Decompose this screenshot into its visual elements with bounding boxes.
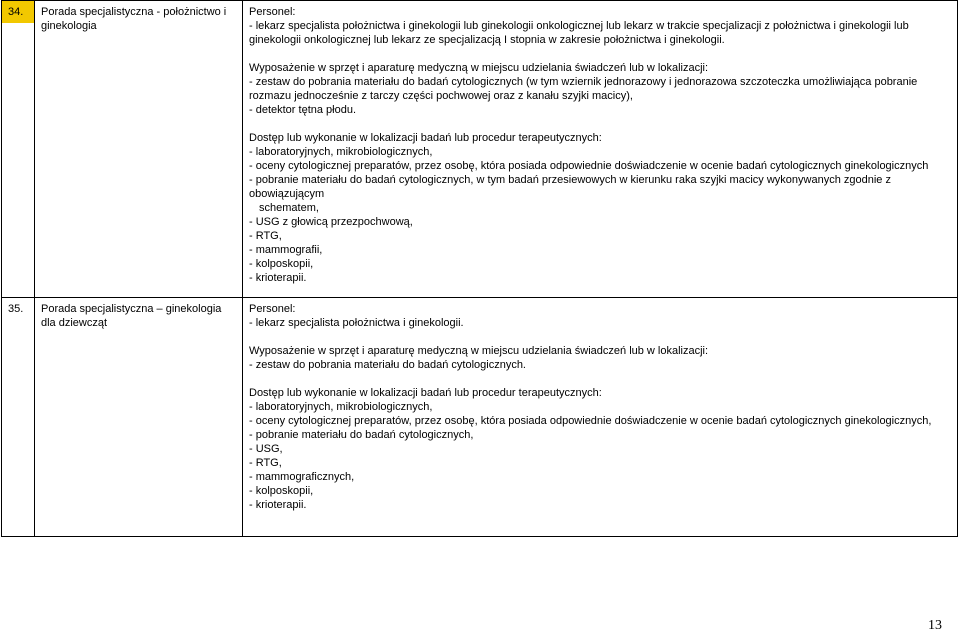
row-number: 34. xyxy=(2,1,34,23)
list-item: - zestaw do pobrania materiału do badań cytologicznych (w tym wziernik jednorazowy i jednorazowa szczoteczka umożliwiająca pobranie rozmazu jednocześnie z tarczy części pochwowej oraz z kanału szyjki macicy), xyxy=(249,76,918,102)
page-number: 13 xyxy=(928,618,942,633)
section-heading: Dostęp lub wykonanie w lokalizacji badań lub procedur terapeutycznych: xyxy=(249,132,602,144)
section-heading: Personel: xyxy=(249,6,296,18)
list-item-continuation: schematem, xyxy=(259,202,319,214)
list-item: - laboratoryjnych, mikrobiologicznych, xyxy=(249,146,433,158)
list-item: - mammograficznych, xyxy=(249,471,355,483)
equipment-section xyxy=(249,61,951,117)
list-item: - krioterapii. xyxy=(249,499,307,511)
list-item: - lekarz specjalista położnictwa i ginekologii. xyxy=(249,317,464,329)
list-item: - USG, xyxy=(249,443,283,455)
procedures-section xyxy=(249,131,951,285)
list-item: - pobranie materiału do badań cytologicznych, xyxy=(249,429,474,441)
list-item: - USG z głowicą przezpochwową, xyxy=(249,216,413,228)
list-item: - RTG, xyxy=(249,457,282,469)
service-name-cell xyxy=(35,1,243,298)
list-item: - kolposkopii, xyxy=(249,258,314,270)
list-item: - laboratoryjnych, mikrobiologicznych, xyxy=(249,401,433,413)
requirements-cell xyxy=(243,1,958,298)
requirements-table xyxy=(1,0,958,537)
personnel-section xyxy=(249,302,951,330)
list-item: - kolposkopii, xyxy=(249,485,314,497)
list-item: - pobranie materiału do badań cytologicznych, w tym badań przesiewowych w kierunku raka szyjki macicy wykonywanych zgodnie z obowiązującym xyxy=(249,174,891,200)
row-number: 35. xyxy=(8,303,24,315)
section-heading: Wyposażenie w sprzęt i aparaturę medyczną w miejscu udzielania świadczeń lub w lokalizacji: xyxy=(249,345,709,357)
section-heading: Personel: xyxy=(249,303,296,315)
equipment-section xyxy=(249,344,951,372)
row-number-cell xyxy=(2,298,35,537)
table-row xyxy=(2,298,958,537)
section-heading: Wyposażenie w sprzęt i aparaturę medyczną w miejscu udzielania świadczeń lub w lokalizacji: xyxy=(249,62,709,74)
personnel-section xyxy=(249,5,951,47)
list-item: - oceny cytologicznej preparatów, przez osobę, która posiada odpowiednie doświadczenie w ocenie badań cytologicznych ginekologicznych, xyxy=(249,415,932,427)
table-row xyxy=(2,1,958,298)
service-name: Porada specjalistyczna - położnictwo i ginekologia xyxy=(41,6,227,32)
list-item: - mammografii, xyxy=(249,244,323,256)
service-name: Porada specjalistyczna – ginekologia dla dziewcząt xyxy=(41,303,222,329)
list-item: - detektor tętna płodu. xyxy=(249,104,357,116)
requirements-cell xyxy=(243,298,958,537)
list-item: - lekarz specjalista położnictwa i ginekologii lub ginekologii onkologicznej lub lekarz w trakcie specjalizacji z położnictwa i ginekologii lub ginekologii onkologicznej lub lekarz ze specjalizacją I stopnia w zakresie położnictwa i ginekologii. xyxy=(249,20,909,46)
procedures-section xyxy=(249,386,951,512)
section-heading: Dostęp lub wykonanie w lokalizacji badań lub procedur terapeutycznych: xyxy=(249,387,602,399)
list-item: - RTG, xyxy=(249,230,282,242)
list-item: - krioterapii. xyxy=(249,272,307,284)
list-item: - oceny cytologicznej preparatów, przez osobę, która posiada odpowiednie doświadczenie w ocenie badań cytologicznych ginekologicznych xyxy=(249,160,929,172)
list-item: - zestaw do pobrania materiału do badań cytologicznych. xyxy=(249,359,526,371)
service-name-cell xyxy=(35,298,243,537)
row-number-cell xyxy=(2,1,35,298)
